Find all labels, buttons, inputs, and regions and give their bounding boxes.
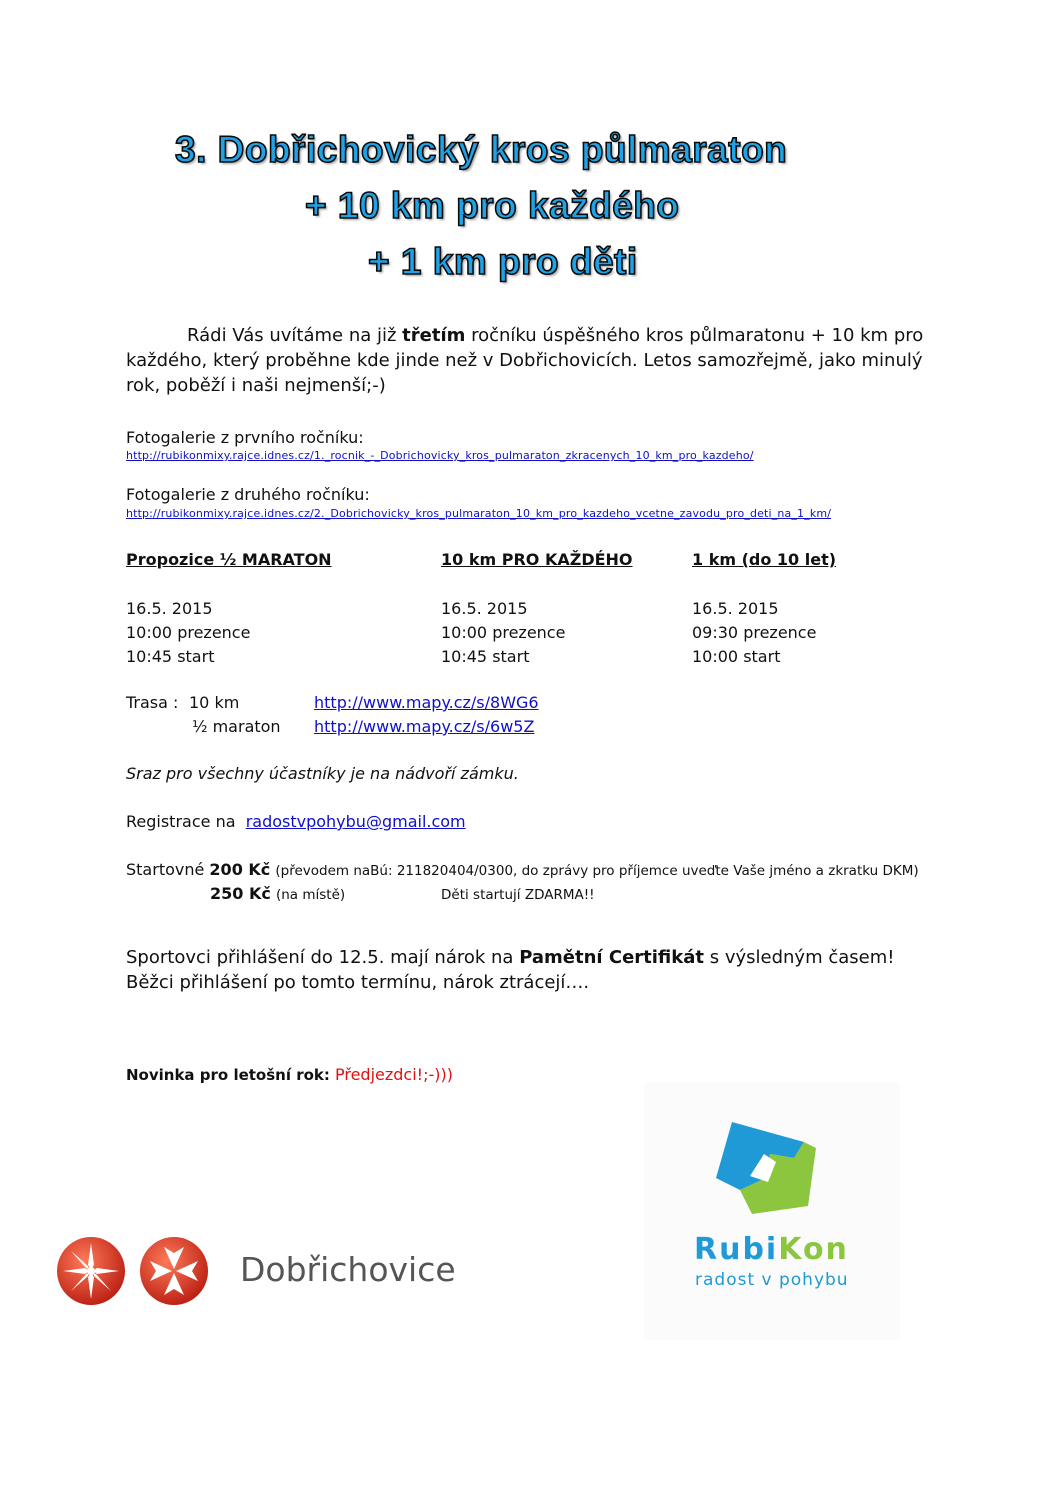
schedule-start: 10:45 start — [126, 647, 215, 666]
schedule-header-halfmarathon: Propozice ½ MARATON — [126, 550, 332, 569]
schedule-header-1km: 1 km (do 10 let) — [692, 550, 837, 569]
registration-label: Registrace na — [126, 812, 236, 831]
schedule-registration: 10:00 prezence — [441, 623, 566, 642]
cross-crest-icon — [138, 1235, 210, 1307]
dobrichovice-logo — [55, 1233, 455, 1308]
schedule-registration: 09:30 prezence — [692, 623, 817, 642]
route-10km-link[interactable]: http://www.mapy.cz/s/8WG6 — [314, 693, 539, 712]
registration — [126, 812, 466, 831]
intro-part-2: ročníku úspěšného kros půlmaratonu + 10 km pro každého, který proběhne kde jinde než v Dobřichovicích. Letos samozřejmě, jako minulý rok, poběží i naši nejmenší;-) — [126, 325, 924, 396]
schedule-col-10km — [441, 597, 565, 669]
schedule-start: 10:00 start — [692, 647, 781, 666]
certificate-part-1: Sportovci přihlášení do 12.5. mají nárok na — [126, 947, 520, 968]
fee-line-1 — [126, 860, 919, 879]
certificate-bold: Pamětní Certifikát — [519, 947, 704, 968]
schedule-registration: 10:00 prezence — [126, 623, 251, 642]
fee-note-1: (převodem naBú: 211820404/0300, do zprávy pro příjemce uveďte Vaše jméno a zkratku DKM) — [275, 863, 919, 879]
town-name: Dobřichovice — [240, 1250, 456, 1289]
route-label: Trasa : — [126, 693, 179, 712]
schedule-header-10km: 10 km PRO KAŽDÉHO — [441, 550, 633, 569]
rubikon-logo — [644, 1082, 900, 1340]
intro-paragraph — [126, 323, 946, 398]
intro-part-1: Rádi Vás uvítáme na již — [187, 325, 403, 346]
gallery-1-link[interactable]: http://rubikonmixy.rajce.idnes.cz/1._rocnik_-_Dobrichovicky_kros_pulmaraton_zkracenych_10_km_pro_kazdeho/ — [126, 449, 754, 462]
news-label: Novinka pro letošní rok: — [126, 1066, 330, 1084]
fee-amount-1: 200 Kč — [209, 860, 271, 879]
news-line — [126, 1065, 453, 1084]
schedule-date: 16.5. 2015 — [441, 599, 528, 618]
fee-kids: Děti startují ZDARMA!! — [441, 887, 595, 903]
title-line-2: + 10 km pro každého — [305, 185, 680, 226]
rubikon-cube-icon — [712, 1118, 832, 1218]
fee-label: Startovné — [126, 860, 205, 879]
gallery-2-label: Fotogalerie z druhého ročníku: — [126, 485, 370, 504]
schedule-date: 16.5. 2015 — [692, 599, 779, 618]
rubikon-name-part-1: Rubi — [694, 1232, 779, 1267]
schedule-col-halfmarathon — [126, 597, 250, 669]
fee-amount-2: 250 Kč — [210, 884, 271, 903]
fee-note-2: (na místě) — [275, 887, 346, 903]
title-line-1: 3. Dobřichovický kros půlmaraton — [175, 129, 788, 170]
route-10km-name: 10 km — [189, 693, 240, 712]
schedule-date: 16.5. 2015 — [126, 599, 213, 618]
rubikon-name — [694, 1232, 849, 1267]
title-line-3: + 1 km pro děti — [368, 241, 638, 282]
certificate-part-2: s výsledným časem! Běžci přihlášení po tomto termínu, nárok ztrácejí…. — [126, 947, 895, 993]
schedule-start: 10:45 start — [441, 647, 530, 666]
route-halfmarathon-link[interactable]: http://www.mapy.cz/s/6w5Z — [314, 717, 535, 736]
meeting-point: Sraz pro všechny účastníky je na nádvoří zámku. — [126, 764, 519, 783]
rubikon-name-part-2: Kon — [778, 1232, 849, 1267]
route-halfmarathon-name: ½ maraton — [192, 717, 281, 736]
gallery-1-label: Fotogalerie z prvního ročníku: — [126, 428, 364, 447]
sunburst-crest-icon — [55, 1235, 127, 1307]
gallery-2-link[interactable]: http://rubikonmixy.rajce.idnes.cz/2._Dobrichovicky_kros_pulmaraton_10_km_pro_kazdeho_vcetne_zavodu_pro_deti_na_1_km/ — [126, 507, 832, 520]
schedule-col-1km — [692, 597, 816, 669]
fee-line-2 — [210, 884, 345, 903]
intro-bold: třetím — [402, 325, 466, 346]
rubikon-tagline: radost v pohybu — [695, 1270, 849, 1290]
news-value: Předjezdci!;-))) — [334, 1065, 453, 1084]
certificate-paragraph — [126, 945, 916, 995]
registration-email-link[interactable]: radostvpohybu@gmail.com — [245, 812, 466, 831]
